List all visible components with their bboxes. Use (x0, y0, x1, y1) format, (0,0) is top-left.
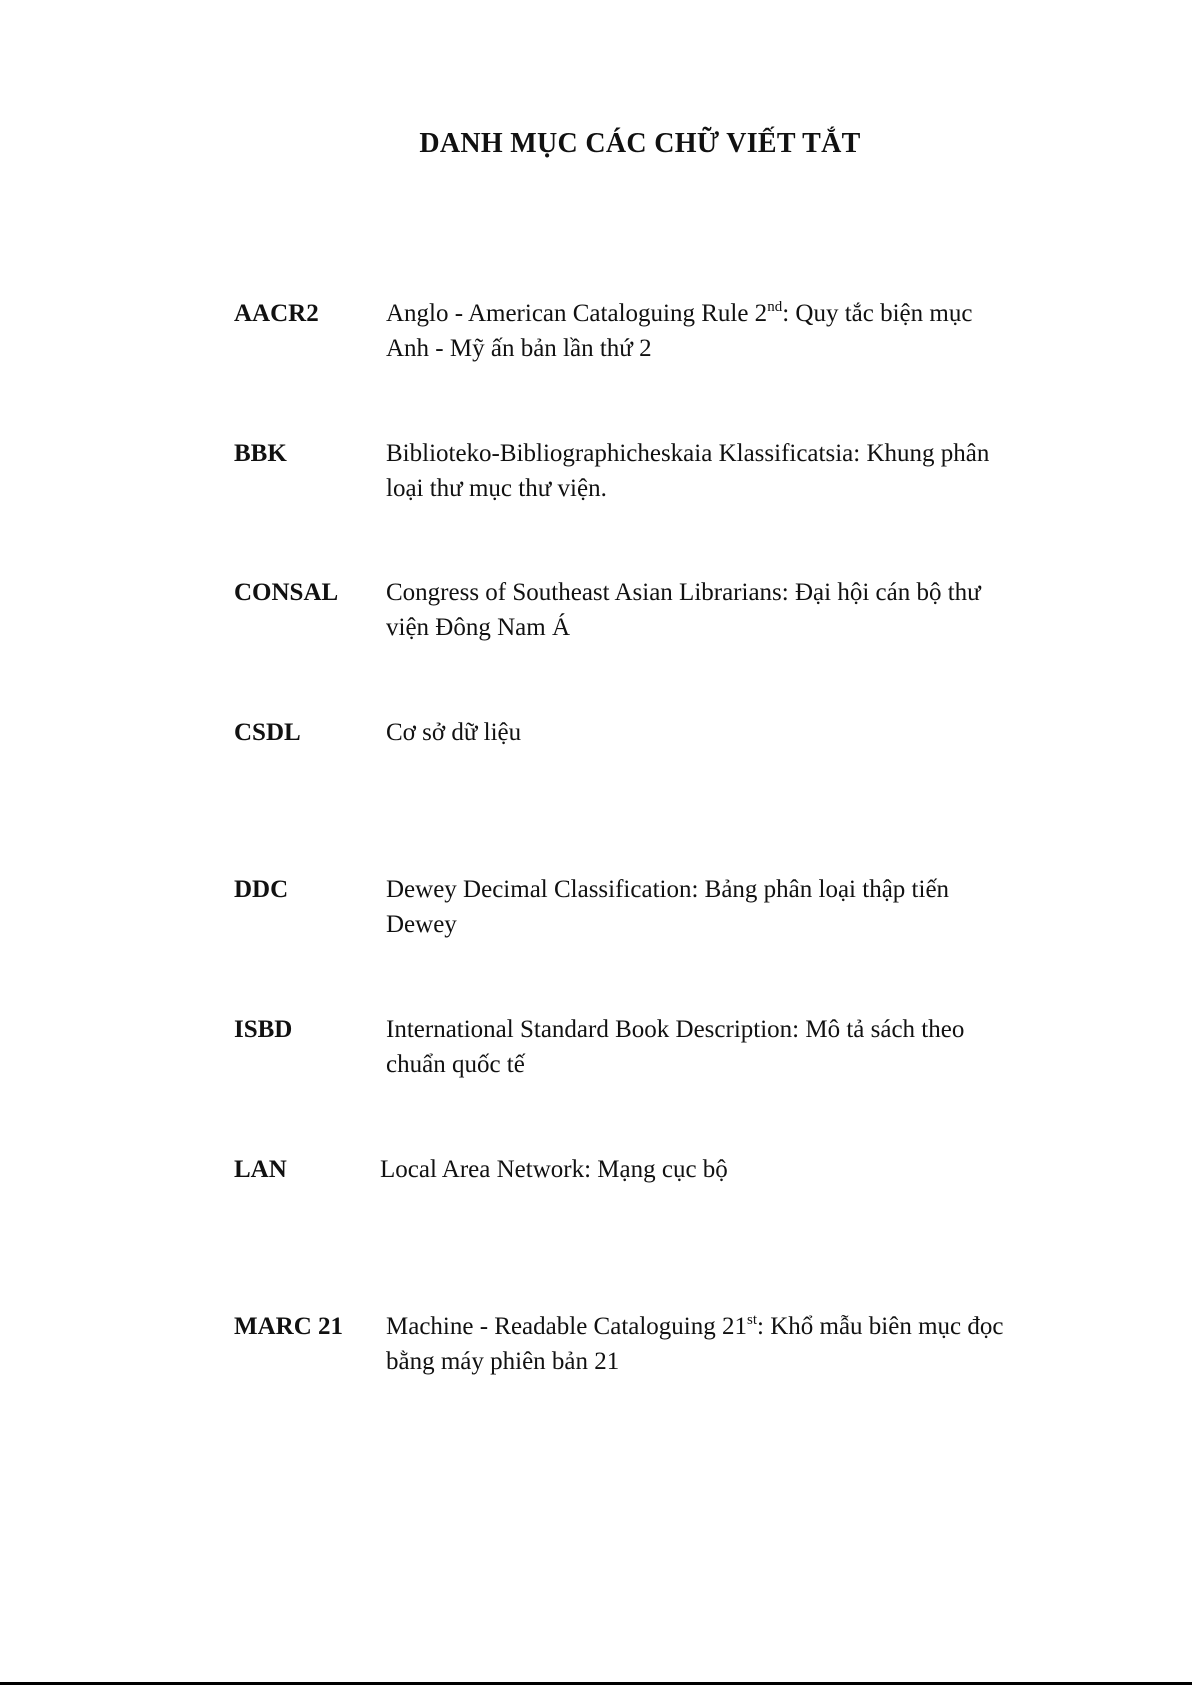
abbreviation-term: MARC 21 (234, 1313, 344, 1340)
abbreviation-term: BBK (234, 440, 287, 467)
definition-line-1: Congress of Southeast Asian Librarians: Đại hội cán bộ thư (386, 579, 981, 606)
abbreviation-definition (386, 872, 1034, 942)
definition-line-2: bằng máy phiên bản 21 (386, 1348, 620, 1375)
page-title: DANH MỤC CÁC CHỮ VIẾT TẮT (419, 128, 861, 159)
ordinal-suffix: st (747, 1312, 758, 1328)
definition-line-1: International Standard Book Description: Mô tả sách theo (386, 1016, 965, 1043)
definition-line-1: Biblioteko-Bibliographicheskaia Klassificatsia: Khung phân (386, 440, 990, 467)
abbreviation-term: CONSAL (234, 579, 339, 606)
abbreviation-definition (386, 296, 1034, 366)
definition-text: Machine - Readable Cataloguing 21 (386, 1313, 747, 1340)
definition-line-2: Anh - Mỹ ấn bản lần thứ 2 (386, 335, 652, 362)
abbreviation-definition (386, 1012, 1034, 1082)
definition-line-2: loại thư mục thư viện. (386, 475, 607, 502)
abbreviation-term: LAN (234, 1156, 287, 1183)
abbreviation-definition (386, 1309, 1034, 1379)
abbreviation-definition (386, 715, 1034, 750)
ordinal-suffix: nd (767, 299, 783, 315)
definition-line-1 (386, 1309, 1034, 1344)
definition-line-1: Local Area Network: Mạng cục bộ (380, 1156, 728, 1183)
definition-text: : Khổ mẫu biên mục đọc (757, 1313, 1004, 1340)
abbreviation-term: DDC (234, 876, 289, 903)
definition-line-2: chuẩn quốc tế (386, 1051, 525, 1078)
abbreviation-term: AACR2 (234, 300, 319, 327)
definition-line-2: Dewey (386, 911, 457, 938)
abbreviation-term: ISBD (234, 1016, 293, 1043)
definition-text: : Quy tắc biện mục (782, 300, 973, 327)
abbreviation-definition (380, 1152, 1028, 1187)
abbreviation-term: CSDL (234, 719, 301, 746)
definition-line-1: Dewey Decimal Classification: Bảng phân loại thập tiến (386, 876, 950, 903)
definition-line-2: viện Đông Nam Á (386, 614, 570, 641)
definition-line-1: Cơ sở dữ liệu (386, 719, 522, 746)
abbreviation-definition (386, 575, 1034, 645)
definition-text: Anglo - American Cataloguing Rule 2 (386, 300, 768, 327)
definition-line-1 (386, 296, 1034, 331)
abbreviation-definition (386, 436, 1034, 506)
